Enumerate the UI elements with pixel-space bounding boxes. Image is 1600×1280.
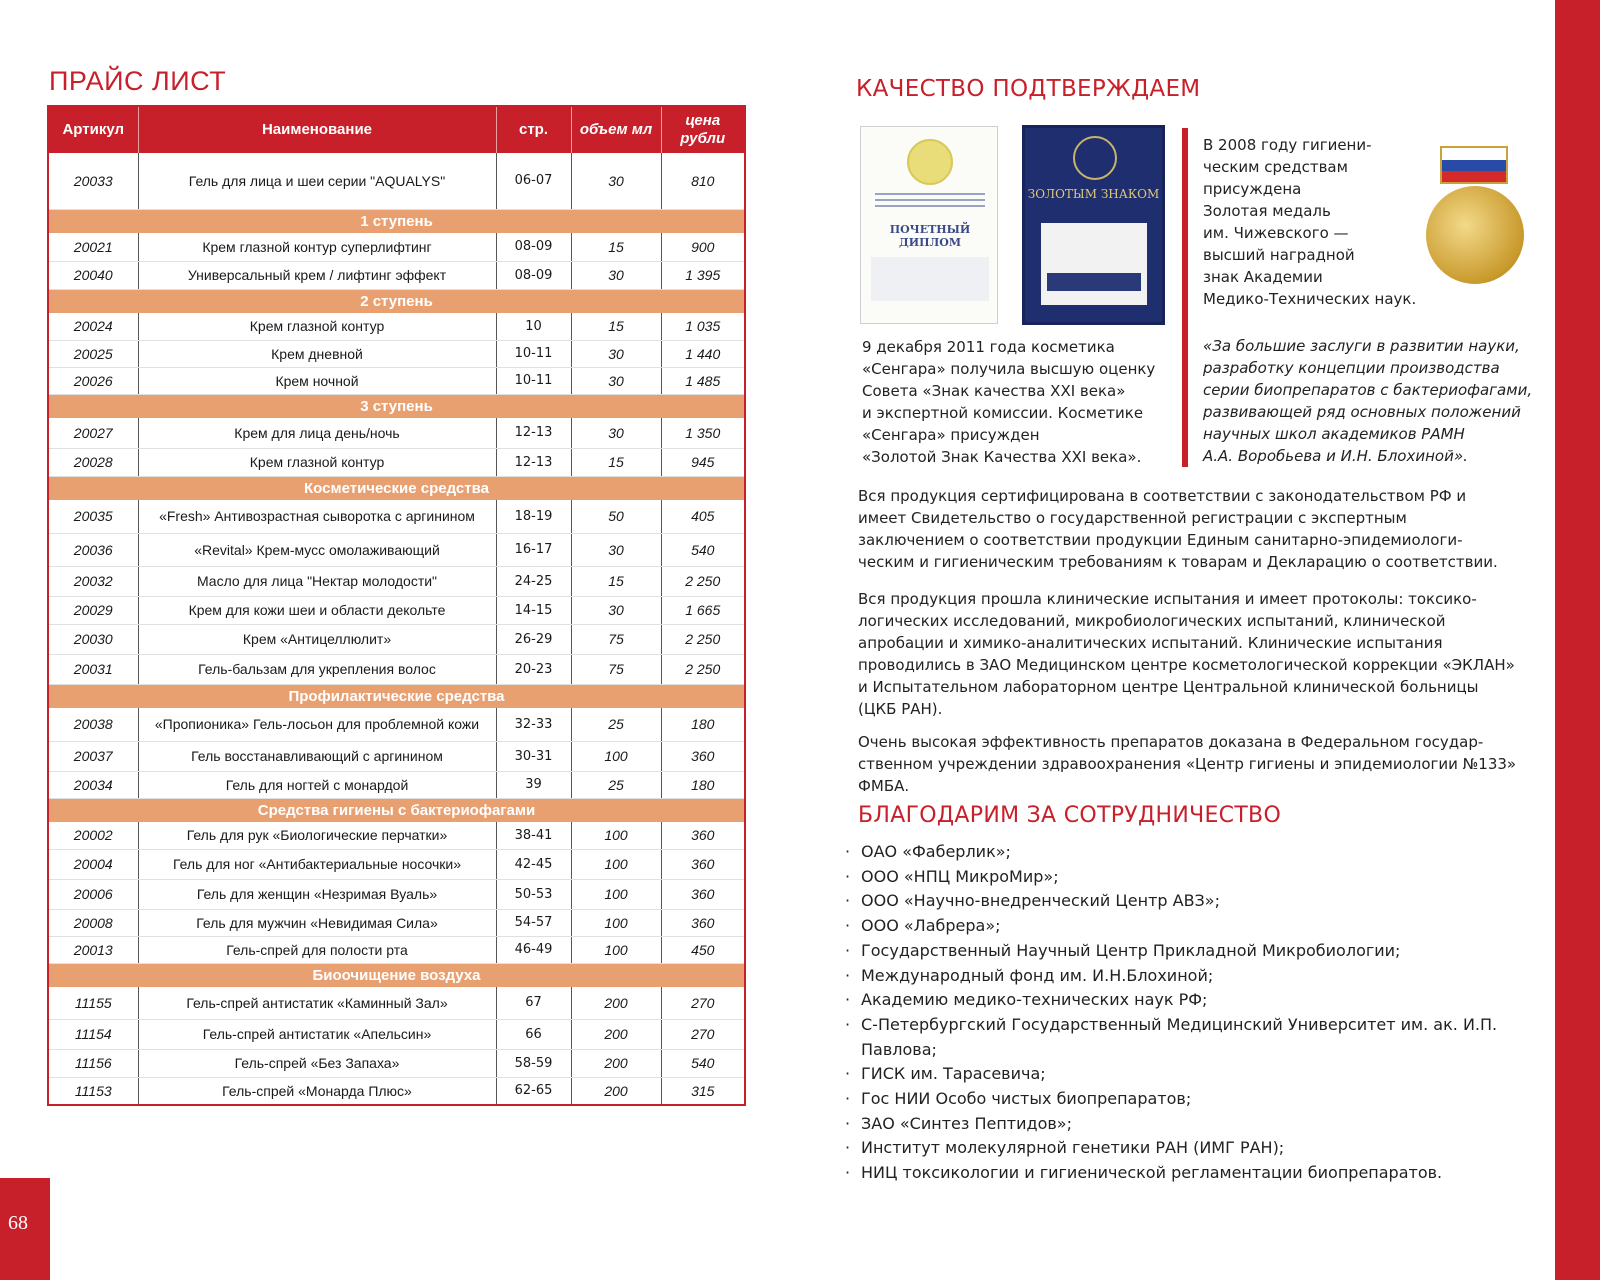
cell-page: 38-41 (496, 822, 571, 849)
cell-page: 16-17 (496, 533, 571, 566)
list-item: · Международный фонд им. И.Н.Блохиной; (845, 964, 1525, 989)
list-item: · НИЦ токсикологии и гигиенической регламентации биопрепаратов. (845, 1161, 1525, 1186)
cell-name: Гель для женщин «Незримая Вуаль» (138, 879, 496, 909)
header-article: Артикул (48, 106, 138, 153)
table-row (48, 1049, 745, 1077)
cell-page: 24-25 (496, 566, 571, 596)
cell-price: 360 (661, 909, 745, 936)
gold-sign-certificate-image (1022, 125, 1165, 325)
cell-price: 360 (661, 879, 745, 909)
section-title: 1 ступень (48, 209, 745, 233)
table-row (48, 313, 745, 340)
table-row (48, 741, 745, 771)
cell-page: 14-15 (496, 596, 571, 624)
list-item: · Институт молекулярной генетики РАН (ИМГ РАН); (845, 1136, 1525, 1161)
cell-volume: 200 (571, 1077, 661, 1105)
cell-article: 11155 (48, 987, 138, 1019)
list-item: · ЗАО «Синтез Пептидов»; (845, 1112, 1525, 1137)
cell-volume: 30 (571, 340, 661, 367)
cell-volume: 15 (571, 448, 661, 476)
table-row (48, 909, 745, 936)
cell-page: 10-11 (496, 367, 571, 394)
cell-name: Крем ночной (138, 367, 496, 394)
cell-article: 20031 (48, 654, 138, 684)
cell-article: 20034 (48, 771, 138, 798)
cell-article: 20002 (48, 822, 138, 849)
cell-article: 11156 (48, 1049, 138, 1077)
price-table (47, 105, 746, 1106)
cell-name: Гель-бальзам для укрепления волос (138, 654, 496, 684)
table-header-row (48, 106, 745, 153)
cell-page: 20-23 (496, 654, 571, 684)
cell-volume: 200 (571, 1019, 661, 1049)
table-row (48, 367, 745, 394)
cell-volume: 100 (571, 849, 661, 879)
cell-volume: 30 (571, 596, 661, 624)
list-item: · С-Петербургский Государственный Медицинский Университет им. ак. И.П. Павлова; (845, 1013, 1525, 1062)
cell-article: 20025 (48, 340, 138, 367)
cell-page: 58-59 (496, 1049, 571, 1077)
cell-article: 20021 (48, 233, 138, 261)
cell-page: 42-45 (496, 849, 571, 879)
section-title: Профилактические средства (48, 684, 745, 708)
cell-name: «Revital» Крем-мусс омолаживающий (138, 533, 496, 566)
section-title: 3 ступень (48, 394, 745, 418)
cell-article: 20013 (48, 936, 138, 963)
section-title: Косметические средства (48, 476, 745, 500)
cell-article: 20006 (48, 879, 138, 909)
cell-article: 20038 (48, 708, 138, 741)
section-header-row (48, 684, 745, 708)
header-price: цена рубли (661, 106, 745, 153)
table-row (48, 1019, 745, 1049)
cell-volume: 75 (571, 654, 661, 684)
section-header-row (48, 289, 745, 313)
cell-price: 1 035 (661, 313, 745, 340)
clinical-trials-paragraph: Вся продукция прошла клинические испытания и имеет протоколы: токсико-логических исследований, микробиологических испытаний, клинической апробации и химико-аналитических испытаний. Клинические испытания проводились в ЗАО Медицинском центре косметологической коррекции «ЭКЛАН» и Испытательном лабораторном центре Центральной клинической больницы (ЦКБ РАН). (858, 590, 1515, 718)
cell-price: 315 (661, 1077, 745, 1105)
cell-name: Масло для лица "Нектар молодости" (138, 566, 496, 596)
cell-name: Гель для лица и шеи серии "AQUALYS" (138, 153, 496, 209)
table-row (48, 233, 745, 261)
page-number: 68 (8, 1212, 28, 1234)
list-item: · Государственный Научный Центр Прикладной Микробиологии; (845, 939, 1525, 964)
cell-article: 20026 (48, 367, 138, 394)
cell-price: 540 (661, 533, 745, 566)
cell-name: «Fresh» Антивозрастная сыворотка с аргинином (138, 500, 496, 533)
cell-volume: 30 (571, 533, 661, 566)
honor-diploma-image (860, 126, 998, 324)
thanks-title: БЛАГОДАРИМ ЗА СОТРУДНИЧЕСТВО (858, 803, 1282, 828)
cell-volume: 100 (571, 741, 661, 771)
section-header-row (48, 209, 745, 233)
list-item: · Гос НИИ Особо чистых биопрепаратов; (845, 1087, 1525, 1112)
list-item: · ОАО «Фаберлик»; (845, 840, 1525, 865)
header-volume: объем мл (571, 106, 661, 153)
cell-price: 1 665 (661, 596, 745, 624)
cell-price: 945 (661, 448, 745, 476)
quote-accent-bar (1182, 128, 1188, 467)
cell-volume: 200 (571, 1049, 661, 1077)
cell-price: 1 350 (661, 418, 745, 448)
header-page: стр. (496, 106, 571, 153)
cell-page: 54-57 (496, 909, 571, 936)
list-item: · ООО «Лабрера»; (845, 914, 1525, 939)
cell-page: 66 (496, 1019, 571, 1049)
cell-page: 10 (496, 313, 571, 340)
cell-name: Крем «Антицеллюлит» (138, 624, 496, 654)
cell-volume: 30 (571, 418, 661, 448)
cell-price: 360 (661, 849, 745, 879)
table-row (48, 340, 745, 367)
list-item: · ООО «НПЦ МикроМир»; (845, 865, 1525, 890)
cell-name: Универсальный крем / лифтинг эффект (138, 261, 496, 289)
cell-name: Гель восстанавливающий с аргинином (138, 741, 496, 771)
cell-article: 11153 (48, 1077, 138, 1105)
cell-page: 39 (496, 771, 571, 798)
right-edge-bar (1555, 0, 1600, 1280)
cell-name: Гель для мужчин «Невидимая Сила» (138, 909, 496, 936)
cell-name: Крем глазной контур (138, 448, 496, 476)
cell-article: 20032 (48, 566, 138, 596)
table-row (48, 533, 745, 566)
cell-page: 32-33 (496, 708, 571, 741)
cell-name: Крем глазной контур суперлифтинг (138, 233, 496, 261)
cell-name: Гель для ногтей с монардой (138, 771, 496, 798)
cell-page: 30-31 (496, 741, 571, 771)
cell-volume: 30 (571, 153, 661, 209)
certification-paragraph: Вся продукция сертифицирована в соответствии с законодательством РФ и имеет Свидетельство о государственной регистрации с экспертным заключением о соответствии продукции Единым санитарно-эпидемиологи-ческим и гигиеническим требованиям к товарам и Декларацию о соответствии. (858, 487, 1498, 571)
price-table-body (48, 153, 745, 1105)
tricolor-ribbon (1440, 146, 1508, 184)
cell-article: 20030 (48, 624, 138, 654)
certificate-seal-icon (1073, 136, 1117, 180)
cell-page: 26-29 (496, 624, 571, 654)
cell-price: 360 (661, 822, 745, 849)
table-row (48, 418, 745, 448)
quality-title: КАЧЕСТВО ПОДТВЕРЖДАЕМ (856, 76, 1201, 102)
certificates-caption: 9 декабря 2011 года косметика «Сенгара» получила высшую оценку Совета «Знак качества XXI века» и экспертной комиссии. Косметике «Сенгара» присужден «Золотой Знак Качества XXI века». (862, 338, 1156, 466)
section-header-row (48, 963, 745, 987)
medal-award-text: В 2008 году гигиени- ческим средствам присуждена Золотая медаль им. Чижевского — высший наградной знак Академии Медико-Технических наук. (1203, 136, 1417, 308)
cell-page: 08-09 (496, 233, 571, 261)
cell-article: 20033 (48, 153, 138, 209)
table-row (48, 261, 745, 289)
cell-volume: 15 (571, 233, 661, 261)
table-row (48, 500, 745, 533)
cell-article: 20037 (48, 741, 138, 771)
cell-name: Гель для ног «Антибактериальные носочки» (138, 849, 496, 879)
cell-name: Гель-спрей «Без Запаха» (138, 1049, 496, 1077)
list-item: · Академию медико-технических наук РФ; (845, 988, 1525, 1013)
list-item: · ООО «Научно-внедренческий Центр АВЗ»; (845, 889, 1525, 914)
cell-article: 20008 (48, 909, 138, 936)
cell-article: 20036 (48, 533, 138, 566)
cell-page: 08-09 (496, 261, 571, 289)
cell-volume: 100 (571, 936, 661, 963)
cell-volume: 25 (571, 771, 661, 798)
cell-price: 180 (661, 708, 745, 741)
medal-award-quote: «За большие заслуги в развитии науки, разработку концепции производства серии биопрепаратов с бактериофагами, развивающей ряд основных положений научных школ академиков РАМН А.А. Воробьева и И.Н. Блохиной». (1203, 337, 1533, 465)
cell-name: Крем дневной (138, 340, 496, 367)
cell-article: 20028 (48, 448, 138, 476)
cell-volume: 15 (571, 313, 661, 340)
cell-volume: 100 (571, 909, 661, 936)
cell-page: 50-53 (496, 879, 571, 909)
table-row (48, 849, 745, 879)
table-row (48, 708, 745, 741)
cell-volume: 15 (571, 566, 661, 596)
table-row (48, 153, 745, 209)
cell-volume: 25 (571, 708, 661, 741)
cell-volume: 100 (571, 879, 661, 909)
table-row (48, 566, 745, 596)
cell-page: 06-07 (496, 153, 571, 209)
cell-price: 810 (661, 153, 745, 209)
table-row (48, 987, 745, 1019)
cell-price: 900 (661, 233, 745, 261)
cell-volume: 50 (571, 500, 661, 533)
gold-medal-icon (1418, 146, 1538, 296)
section-header-row (48, 476, 745, 500)
section-title: Биоочищение воздуха (48, 963, 745, 987)
section-header-row (48, 798, 745, 822)
cell-price: 405 (661, 500, 745, 533)
certificate-title: ЗОЛОТЫМ ЗНАКОМ (1027, 187, 1160, 201)
cell-name: Гель-спрей для полости рта (138, 936, 496, 963)
table-row (48, 822, 745, 849)
cell-name: Крем для кожи шеи и области декольте (138, 596, 496, 624)
cell-page: 12-13 (496, 418, 571, 448)
cell-article: 20040 (48, 261, 138, 289)
cell-page: 18-19 (496, 500, 571, 533)
cell-page: 10-11 (496, 340, 571, 367)
header-name: Наименование (138, 106, 496, 153)
cell-price: 1 440 (661, 340, 745, 367)
table-row (48, 1077, 745, 1105)
cell-volume: 75 (571, 624, 661, 654)
cell-name: Крем глазной контур (138, 313, 496, 340)
cell-name: Крем для лица день/ночь (138, 418, 496, 448)
table-row (48, 771, 745, 798)
cell-volume: 30 (571, 367, 661, 394)
cell-price: 360 (661, 741, 745, 771)
cell-price: 1 395 (661, 261, 745, 289)
cell-article: 20035 (48, 500, 138, 533)
partners-list (845, 840, 1525, 1186)
cell-name: Гель для рук «Биологические перчатки» (138, 822, 496, 849)
cell-volume: 100 (571, 822, 661, 849)
cell-price: 2 250 (661, 566, 745, 596)
cell-price: 1 485 (661, 367, 745, 394)
cell-page: 46-49 (496, 936, 571, 963)
cell-page: 67 (496, 987, 571, 1019)
cell-article: 20027 (48, 418, 138, 448)
price-list-title: ПРАЙС ЛИСТ (49, 66, 227, 96)
cell-volume: 200 (571, 987, 661, 1019)
cell-name: «Пропионика» Гель-лосьон для проблемной кожи (138, 708, 496, 741)
cell-volume: 30 (571, 261, 661, 289)
diploma-title: ПОЧЕТНЫЙ ДИПЛОМ (889, 223, 971, 249)
cell-price: 540 (661, 1049, 745, 1077)
cell-price: 270 (661, 1019, 745, 1049)
cell-article: 11154 (48, 1019, 138, 1049)
section-header-row (48, 394, 745, 418)
cell-article: 20024 (48, 313, 138, 340)
table-row (48, 624, 745, 654)
section-title: Средства гигиены с бактериофагами (48, 798, 745, 822)
cell-article: 20029 (48, 596, 138, 624)
table-row (48, 879, 745, 909)
efficiency-paragraph: Очень высокая эффективность препаратов доказана в Федеральном государ-ственном учреждении здравоохранения «Центр гигиены и эпидемиологии №133» ФМБА. (858, 733, 1517, 795)
cell-page: 12-13 (496, 448, 571, 476)
cell-price: 450 (661, 936, 745, 963)
cell-price: 2 250 (661, 624, 745, 654)
diploma-seal-icon (907, 139, 953, 185)
table-row (48, 936, 745, 963)
table-row (48, 596, 745, 624)
cell-article: 20004 (48, 849, 138, 879)
table-row (48, 654, 745, 684)
cell-price: 2 250 (661, 654, 745, 684)
section-title: 2 ступень (48, 289, 745, 313)
cell-name: Гель-спрей «Монарда Плюс» (138, 1077, 496, 1105)
cell-price: 270 (661, 987, 745, 1019)
list-item: · ГИСК им. Тарасевича; (845, 1062, 1525, 1087)
table-row (48, 448, 745, 476)
cell-name: Гель-спрей антистатик «Апельсин» (138, 1019, 496, 1049)
cell-page: 62-65 (496, 1077, 571, 1105)
cell-name: Гель-спрей антистатик «Каминный Зал» (138, 987, 496, 1019)
medal-disc (1426, 186, 1524, 284)
cell-price: 180 (661, 771, 745, 798)
